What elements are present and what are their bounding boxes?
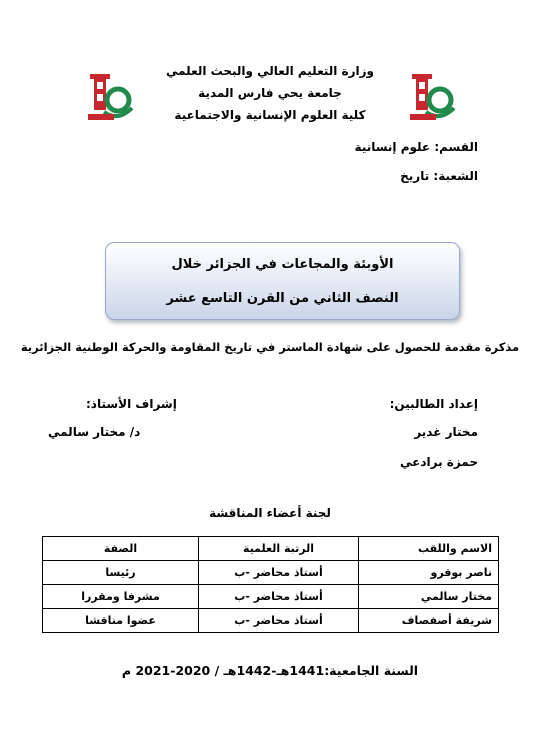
committee-table — [42, 536, 499, 633]
university-name: جامعة يحي فارس المدية — [198, 86, 342, 100]
branch-line — [400, 169, 478, 183]
member-rank: أستاذ محاضر -ب — [199, 609, 359, 633]
department-label: القسم: — [434, 140, 478, 154]
member-rank: أستاذ محاضر -ب — [199, 561, 359, 585]
department-line — [355, 140, 478, 154]
member-name: مختار سالمي — [359, 585, 499, 609]
member-role: عضوا مناقشا — [43, 609, 199, 633]
thesis-subtitle: مذكرة مقدمة للحصول على شهادة الماستر في تاريخ المقاومة والحركة الوطنية الجزائرية — [20, 340, 520, 354]
academic-year: السنة الجامعية:1441هـ-1442هـ / 2020-2021 م — [121, 663, 419, 678]
student-name-2: حمزة برادعي — [400, 455, 478, 469]
branch-value: تاريخ — [400, 169, 430, 183]
branch-label: الشعبة: — [433, 169, 478, 183]
member-name: شريفة أصفصاف — [359, 609, 499, 633]
header-role: الصفة — [43, 537, 199, 561]
faculty-name: كلية العلوم الإنسانية والاجتماعية — [174, 108, 366, 122]
ministry-name: وزارة التعليم العالي والبحث العلمي — [165, 64, 375, 78]
institution-header — [0, 60, 540, 126]
thesis-title-line-2: النصف الثاني من القرن التاسع عشر — [166, 291, 399, 306]
member-role: رئيسا — [43, 561, 199, 585]
table-row — [43, 561, 499, 585]
header-rank: الرتبة العلمية — [199, 537, 359, 561]
table-row — [43, 609, 499, 633]
supervisor-label: إشراف الأستاذ: — [86, 397, 177, 411]
member-rank: أستاذ محاضر -ب — [199, 585, 359, 609]
department-value: علوم إنسانية — [354, 140, 431, 154]
students-label: إعداد الطالبين: — [389, 397, 478, 411]
member-name: ناصر بوقرو — [359, 561, 499, 585]
committee-title: لجنة أعضاء المناقشة — [209, 506, 331, 520]
header-name: الاسم واللقب — [359, 537, 499, 561]
supervisor-name: د/ مختار سالمي — [48, 425, 141, 439]
member-role: مشرفا ومقررا — [43, 585, 199, 609]
table-row — [43, 585, 499, 609]
thesis-title-box — [105, 242, 460, 320]
student-name-1: مختار غدير — [414, 425, 478, 439]
table-header-row — [43, 537, 499, 561]
thesis-title-line-1: الأوبئة والمجاعات في الجزائر خلال — [171, 257, 394, 272]
